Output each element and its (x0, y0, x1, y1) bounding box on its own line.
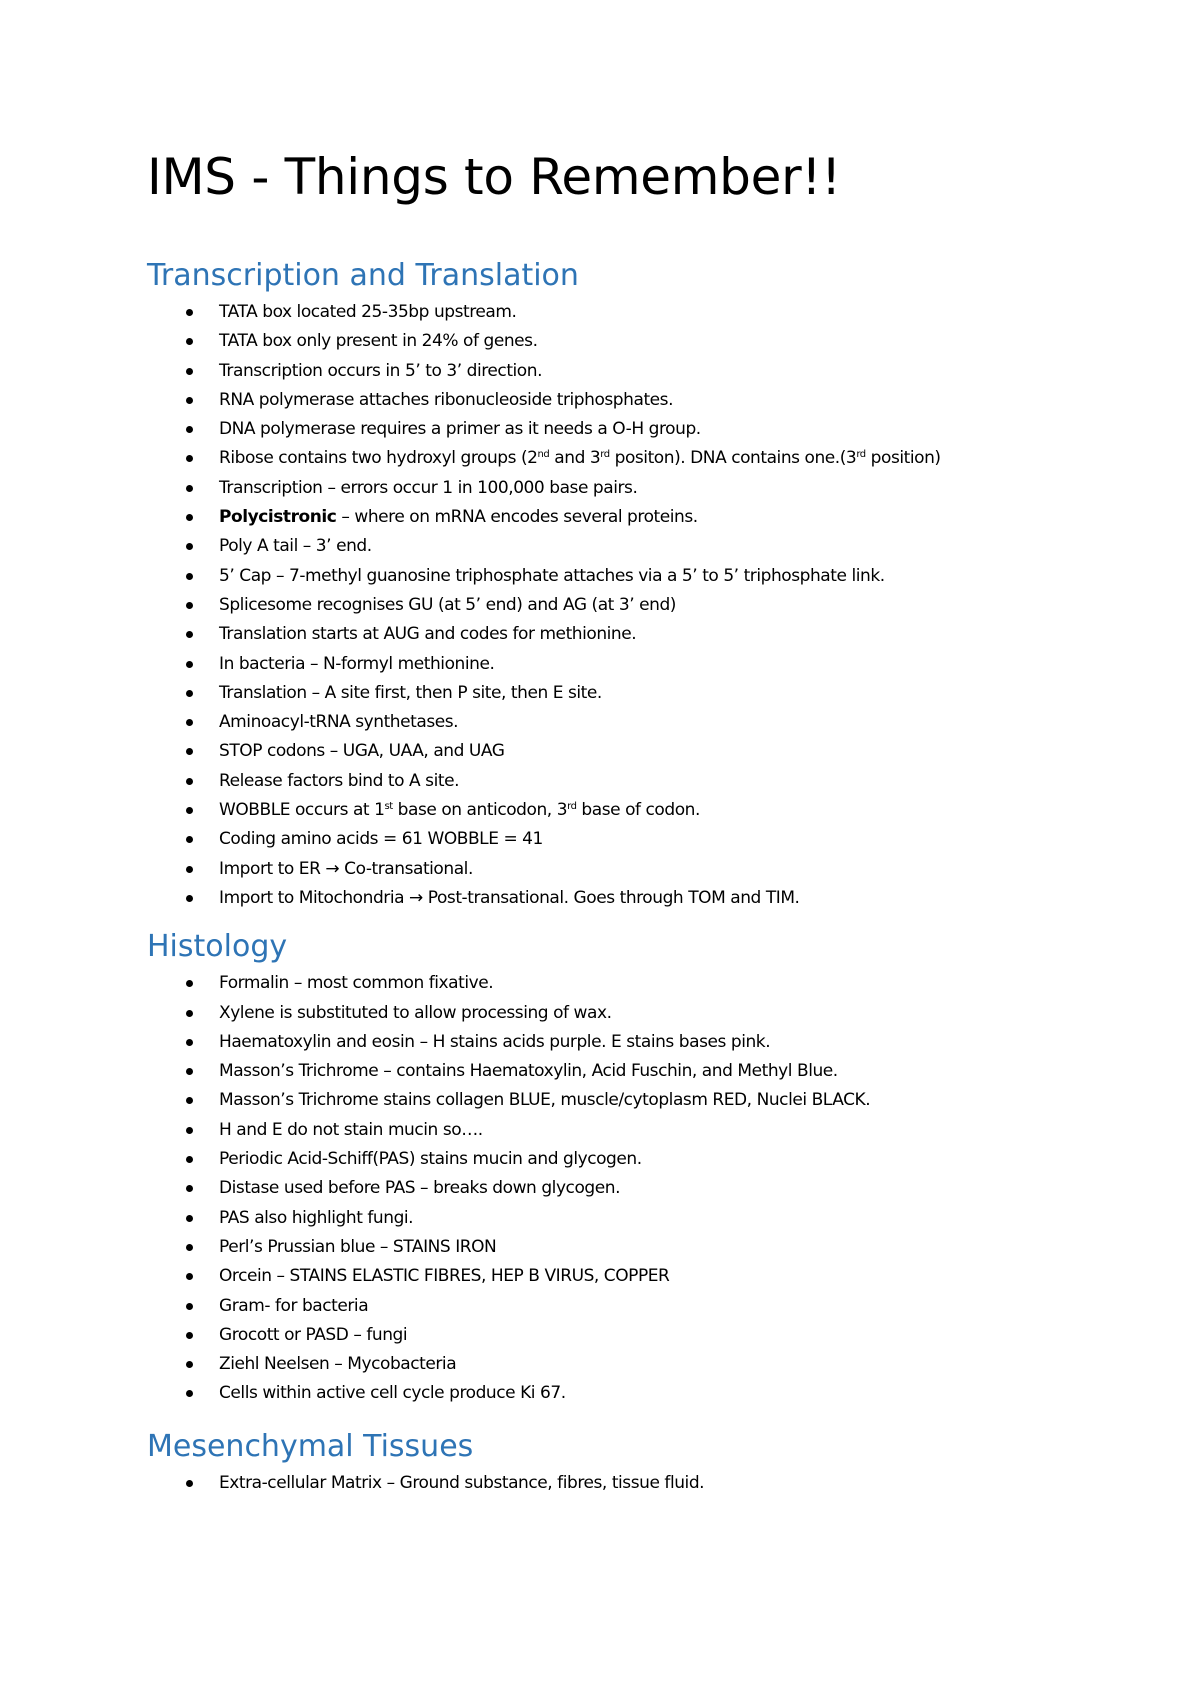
item-text: Masson’s Trichrome stains collagen BLUE, muscle/cytoplasm RED, Nuclei BLACK. (219, 1090, 871, 1111)
bullet-icon (186, 368, 193, 375)
superscript-text: rd (567, 801, 577, 813)
list-item (147, 503, 1087, 532)
list-item (147, 1350, 1087, 1379)
bullet-icon (186, 1215, 193, 1222)
list-item (147, 1116, 1087, 1145)
list-item (147, 1233, 1087, 1262)
list-item (147, 884, 1087, 913)
superscript-text: rd (600, 449, 610, 461)
bullet-icon (186, 719, 193, 726)
item-text: Release factors bind to A site. (219, 770, 460, 791)
bullet-icon (186, 426, 193, 433)
bullet-icon (186, 309, 193, 316)
bullet-icon (186, 690, 193, 697)
item-text: PAS also highlight fungi. (219, 1207, 414, 1228)
item-text: Splicesome recognises GU (at 5’ end) and AG (at 3’ end) (219, 594, 676, 615)
list-item (147, 327, 1087, 356)
bullet-list (147, 969, 1087, 1408)
page-title: IMS - Things to Remember!! (147, 148, 841, 206)
item-text: Formalin – most common fixative. (219, 973, 494, 994)
bullet-icon (186, 1010, 193, 1017)
item-text: STOP codons – UGA, UAA, and UAG (219, 741, 505, 762)
list-item (147, 1028, 1087, 1057)
list-item (147, 796, 1087, 825)
item-text: H and E do not stain mucin so…. (219, 1119, 483, 1140)
item-text: Grocott or PASD – fungi (219, 1324, 408, 1345)
list-item (147, 825, 1087, 854)
superscript-text: rd (856, 449, 866, 461)
bullet-icon (186, 1390, 193, 1397)
list-item (147, 620, 1087, 649)
bullet-list (147, 298, 1087, 913)
item-text: In bacteria – N-formyl methionine. (219, 653, 495, 674)
list-item (147, 415, 1087, 444)
bullet-icon (186, 1039, 193, 1046)
list-item (147, 855, 1087, 884)
list-item (147, 999, 1087, 1028)
item-text: Coding amino acids = 61 WOBBLE = 41 (219, 829, 543, 850)
bullet-icon (186, 1480, 193, 1487)
bullet-icon (186, 338, 193, 345)
bullet-icon (186, 1097, 193, 1104)
list-item (147, 1379, 1087, 1408)
list-item (147, 386, 1087, 415)
document-page (147, 140, 1087, 1498)
list-item (147, 474, 1087, 503)
section-heading: Transcription and Translation (147, 258, 579, 293)
bullet-list (147, 1469, 1087, 1498)
item-text: Ziehl Neelsen – Mycobacteria (219, 1354, 457, 1375)
item-text: Masson’s Trichrome – contains Haematoxylin, Acid Fuschin, and Methyl Blue. (219, 1061, 838, 1082)
item-text: Haematoxylin and eosin – H stains acids purple. E stains bases pink. (219, 1031, 771, 1052)
item-text: Aminoacyl-tRNA synthetases. (219, 712, 459, 733)
section-heading: Mesenchymal Tissues (147, 1428, 474, 1464)
list-item (147, 444, 1087, 473)
item-text: position) (865, 448, 941, 469)
bullet-icon (186, 1303, 193, 1310)
item-text: Transcription occurs in 5’ to 3’ direction. (219, 360, 543, 381)
item-text: positon). DNA contains one.(3 (609, 448, 857, 469)
list-item (147, 1262, 1087, 1291)
list-item (147, 1204, 1087, 1233)
item-text: Transcription – errors occur 1 in 100,000 base pairs. (219, 477, 638, 498)
item-text: Import to Mitochondria → Post-transational. Goes through TOM and TIM. (219, 887, 800, 908)
item-text: Cells within active cell cycle produce Ki 67. (219, 1383, 566, 1404)
list-item (147, 1057, 1087, 1086)
bold-term: Polycistronic (219, 507, 337, 528)
list-item (147, 767, 1087, 796)
item-text: Extra-cellular Matrix – Ground substance, fibres, tissue fluid. (219, 1472, 705, 1493)
bullet-icon (186, 1361, 193, 1368)
list-item (147, 1321, 1087, 1350)
bullet-icon (186, 1273, 193, 1280)
item-text: WOBBLE occurs at 1 (219, 800, 385, 821)
bullet-icon (186, 807, 193, 814)
bullet-icon (186, 543, 193, 550)
bullet-icon (186, 778, 193, 785)
list-item (147, 591, 1087, 620)
item-text: Poly A tail – 3’ end. (219, 536, 372, 557)
item-text: and 3 (549, 448, 601, 469)
item-text: Periodic Acid-Schiff(PAS) stains mucin and glycogen. (219, 1149, 642, 1170)
item-text: Translation starts at AUG and codes for methionine. (219, 624, 637, 645)
section-2 (147, 929, 1087, 1408)
item-text: Perl’s Prussian blue – STAINS IRON (219, 1236, 497, 1257)
superscript-text: nd (537, 449, 550, 461)
bullet-icon (186, 661, 193, 668)
bullet-icon (186, 748, 193, 755)
item-text: 5’ Cap – 7-methyl guanosine triphosphate attaches via a 5’ to 5’ triphosphate link. (219, 565, 885, 586)
bullet-icon (186, 397, 193, 404)
item-text: RNA polymerase attaches ribonucleoside triphosphates. (219, 389, 674, 410)
bullet-icon (186, 602, 193, 609)
bullet-icon (186, 1244, 193, 1251)
bullet-icon (186, 1068, 193, 1075)
section-1 (147, 258, 1087, 913)
item-text: Translation – A site first, then P site, then E site. (219, 682, 602, 703)
item-text: Orcein – STAINS ELASTIC FIBRES, HEP B VIRUS, COPPER (219, 1266, 670, 1287)
bullet-icon (186, 980, 193, 987)
item-text: Xylene is substituted to allow processing of wax. (219, 1002, 612, 1023)
list-item (147, 1145, 1087, 1174)
item-text: base of codon. (576, 800, 700, 821)
item-text: base on anticodon, 3 (392, 800, 568, 821)
list-item (147, 969, 1087, 998)
bullet-icon (186, 1156, 193, 1163)
bullet-icon (186, 866, 193, 873)
bullet-icon (186, 1127, 193, 1134)
bullet-icon (186, 573, 193, 580)
bullet-icon (186, 485, 193, 492)
list-item (147, 298, 1087, 327)
bullet-icon (186, 1332, 193, 1339)
bullet-icon (186, 1185, 193, 1192)
section-heading: Histology (147, 929, 288, 965)
bullet-icon (186, 836, 193, 843)
item-text: Gram- for bacteria (219, 1295, 369, 1316)
item-text: – where on mRNA encodes several proteins. (336, 507, 698, 528)
item-text: DNA polymerase requires a primer as it needs a O-H group. (219, 419, 701, 440)
item-text: Import to ER → Co-transational. (219, 858, 473, 879)
list-item (147, 1086, 1087, 1115)
superscript-text: st (384, 801, 393, 813)
item-text: TATA box located 25-35bp upstream. (219, 302, 517, 322)
document-body (147, 258, 1087, 1498)
section-3 (147, 1428, 1087, 1498)
item-text: Ribose contains two hydroxyl groups (2 (219, 448, 538, 469)
list-item (147, 650, 1087, 679)
bullet-icon (186, 631, 193, 638)
bullet-icon (186, 895, 193, 902)
list-item (147, 562, 1087, 591)
list-item (147, 1292, 1087, 1321)
bullet-icon (186, 455, 193, 462)
list-item (147, 679, 1087, 708)
list-item (147, 708, 1087, 737)
bullet-icon (186, 514, 193, 521)
list-item (147, 1469, 1087, 1498)
item-text: TATA box only present in 24% of genes. (219, 331, 538, 352)
list-item (147, 532, 1087, 561)
list-item (147, 357, 1087, 386)
item-text: Distase used before PAS – breaks down glycogen. (219, 1178, 621, 1199)
list-item (147, 737, 1087, 766)
list-item (147, 1174, 1087, 1203)
